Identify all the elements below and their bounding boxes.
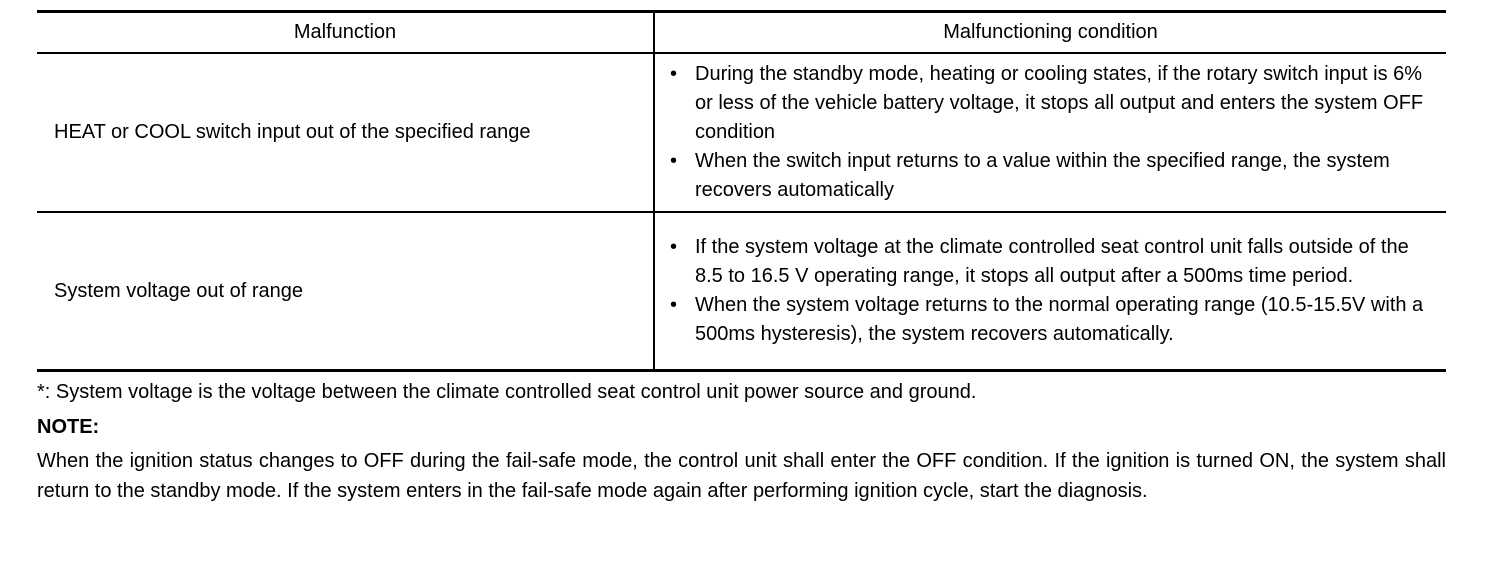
header-malfunctioning-condition: Malfunctioning condition <box>654 12 1446 54</box>
header-malfunction: Malfunction <box>37 12 654 54</box>
fail-safe-table <box>37 10 1446 372</box>
footnote: *: System voltage is the voltage between the climate controlled seat control unit power source and ground. <box>37 381 977 403</box>
condition-item <box>667 147 1436 205</box>
table-header-row <box>37 12 1446 54</box>
condition-text: During the standby mode, heating or cooling states, if the rotary switch input is 6% or less of the vehicle battery voltage, it stops all output and enters the system OFF condition <box>695 63 1424 143</box>
condition-text: When the switch input returns to a value within the specified range, the system recovers automatically <box>695 150 1390 201</box>
bullet-icon: • <box>670 63 678 85</box>
condition-list <box>667 60 1436 205</box>
table-row <box>37 53 1446 212</box>
condition-text: When the system voltage returns to the normal operating range (10.5-15.5V with a 500ms hysteresis), the system recovers automatically. <box>695 294 1424 345</box>
condition-item <box>667 60 1436 147</box>
condition-item <box>667 233 1436 291</box>
note-title: NOTE: <box>37 416 100 438</box>
condition-text: If the system voltage at the climate controlled seat control unit falls outside of the 8.5 to 16.5 V operating range, it stops all output after a 500ms time period. <box>695 236 1409 287</box>
condition-cell <box>654 53 1446 212</box>
condition-item <box>667 291 1436 349</box>
condition-cell <box>654 212 1446 371</box>
malfunction-cell: System voltage out of range <box>37 212 654 371</box>
malfunction-cell: HEAT or COOL switch input out of the specified range <box>37 53 654 212</box>
condition-list <box>667 233 1436 349</box>
table-row <box>37 212 1446 371</box>
bullet-icon: • <box>670 236 678 258</box>
bullet-icon: • <box>670 150 678 172</box>
note-text: When the ignition status changes to OFF during the fail-safe mode, the control unit shall enter the OFF condition. If the ignition is turned ON, the system shall return to the standby mode. If the system enters in the fail-safe mode again after performing ignition cycle, start the diagnosis. <box>37 450 1446 502</box>
document <box>37 10 1446 506</box>
bullet-icon: • <box>670 294 678 316</box>
